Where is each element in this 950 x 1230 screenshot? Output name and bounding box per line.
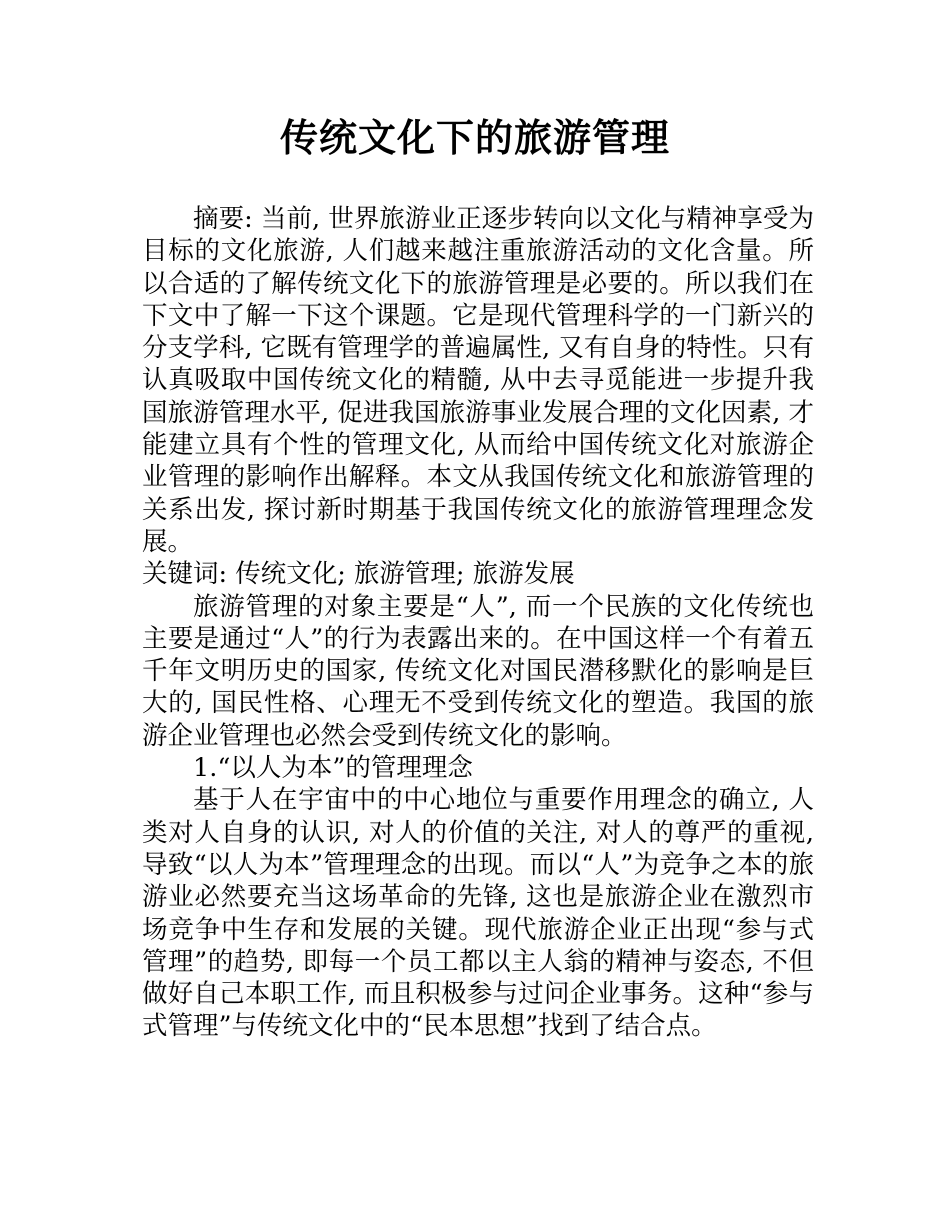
section-heading: 1.“以人为本”的管理理念	[193, 753, 473, 784]
document-body	[142, 203, 814, 1043]
section-paragraph: 基于人在宇宙中的中心地位与重要作用理念的确立, 人类对人自身的认识, 对人的价值的关注, 对人的尊严的重视, 导致“以人为本”管理理念的出现。而以“人”为竞争之本的旅游业必然要充当这场革命的先锋, 这也是旅游企业在激烈市场竞争中生存和发展的关键。现代旅游企业正出现“参与式管理”的趋势, 即每一个员工都以主人翁的精神与姿态, 不但做好自己本职工作, 而且积极参与过问企业事务。这种“参与式管理”与传统文化中的“民本思想”找到了结合点。	[142, 785, 814, 1042]
document-title: 传统文化下的旅游管理	[279, 115, 670, 160]
abstract-paragraph: 摘要: 当前, 世界旅游业正逐步转向以文化与精神享受为目标的文化旅游, 人们越来越注重旅游活动的文化含量。所以合适的了解传统文化下的旅游管理是必要的。所以我们在下文中了解一下这个课题。它是现代管理科学的一门新兴的分支学科, 它既有管理学的普遍属性, 又有自身的特性。只有认真吸取中国传统文化的精髓, 从中去寻觅能进一步提升我国旅游管理水平, 促进我国旅游事业发展合理的文化因素, 才能建立具有个性的管理文化, 从而给中国传统文化对旅游企业管理的影响作出解释。本文从我国传统文化和旅游管理的关系出发, 探讨新时期基于我国传统文化的旅游管理理念发展。	[142, 204, 814, 557]
keywords-line: 关键词: 传统文化; 旅游管理; 旅游发展	[142, 559, 575, 590]
intro-paragraph: 旅游管理的对象主要是“人”, 而一个民族的文化传统也主要是通过“人”的行为表露出来的。在中国这样一个有着五千年文明历史的国家, 传统文化对国民潜移默化的影响是巨大的, 国民性格、心理无不受到传统文化的塑造。我国的旅游企业管理也必然会受到传统文化的影响。	[142, 591, 814, 751]
